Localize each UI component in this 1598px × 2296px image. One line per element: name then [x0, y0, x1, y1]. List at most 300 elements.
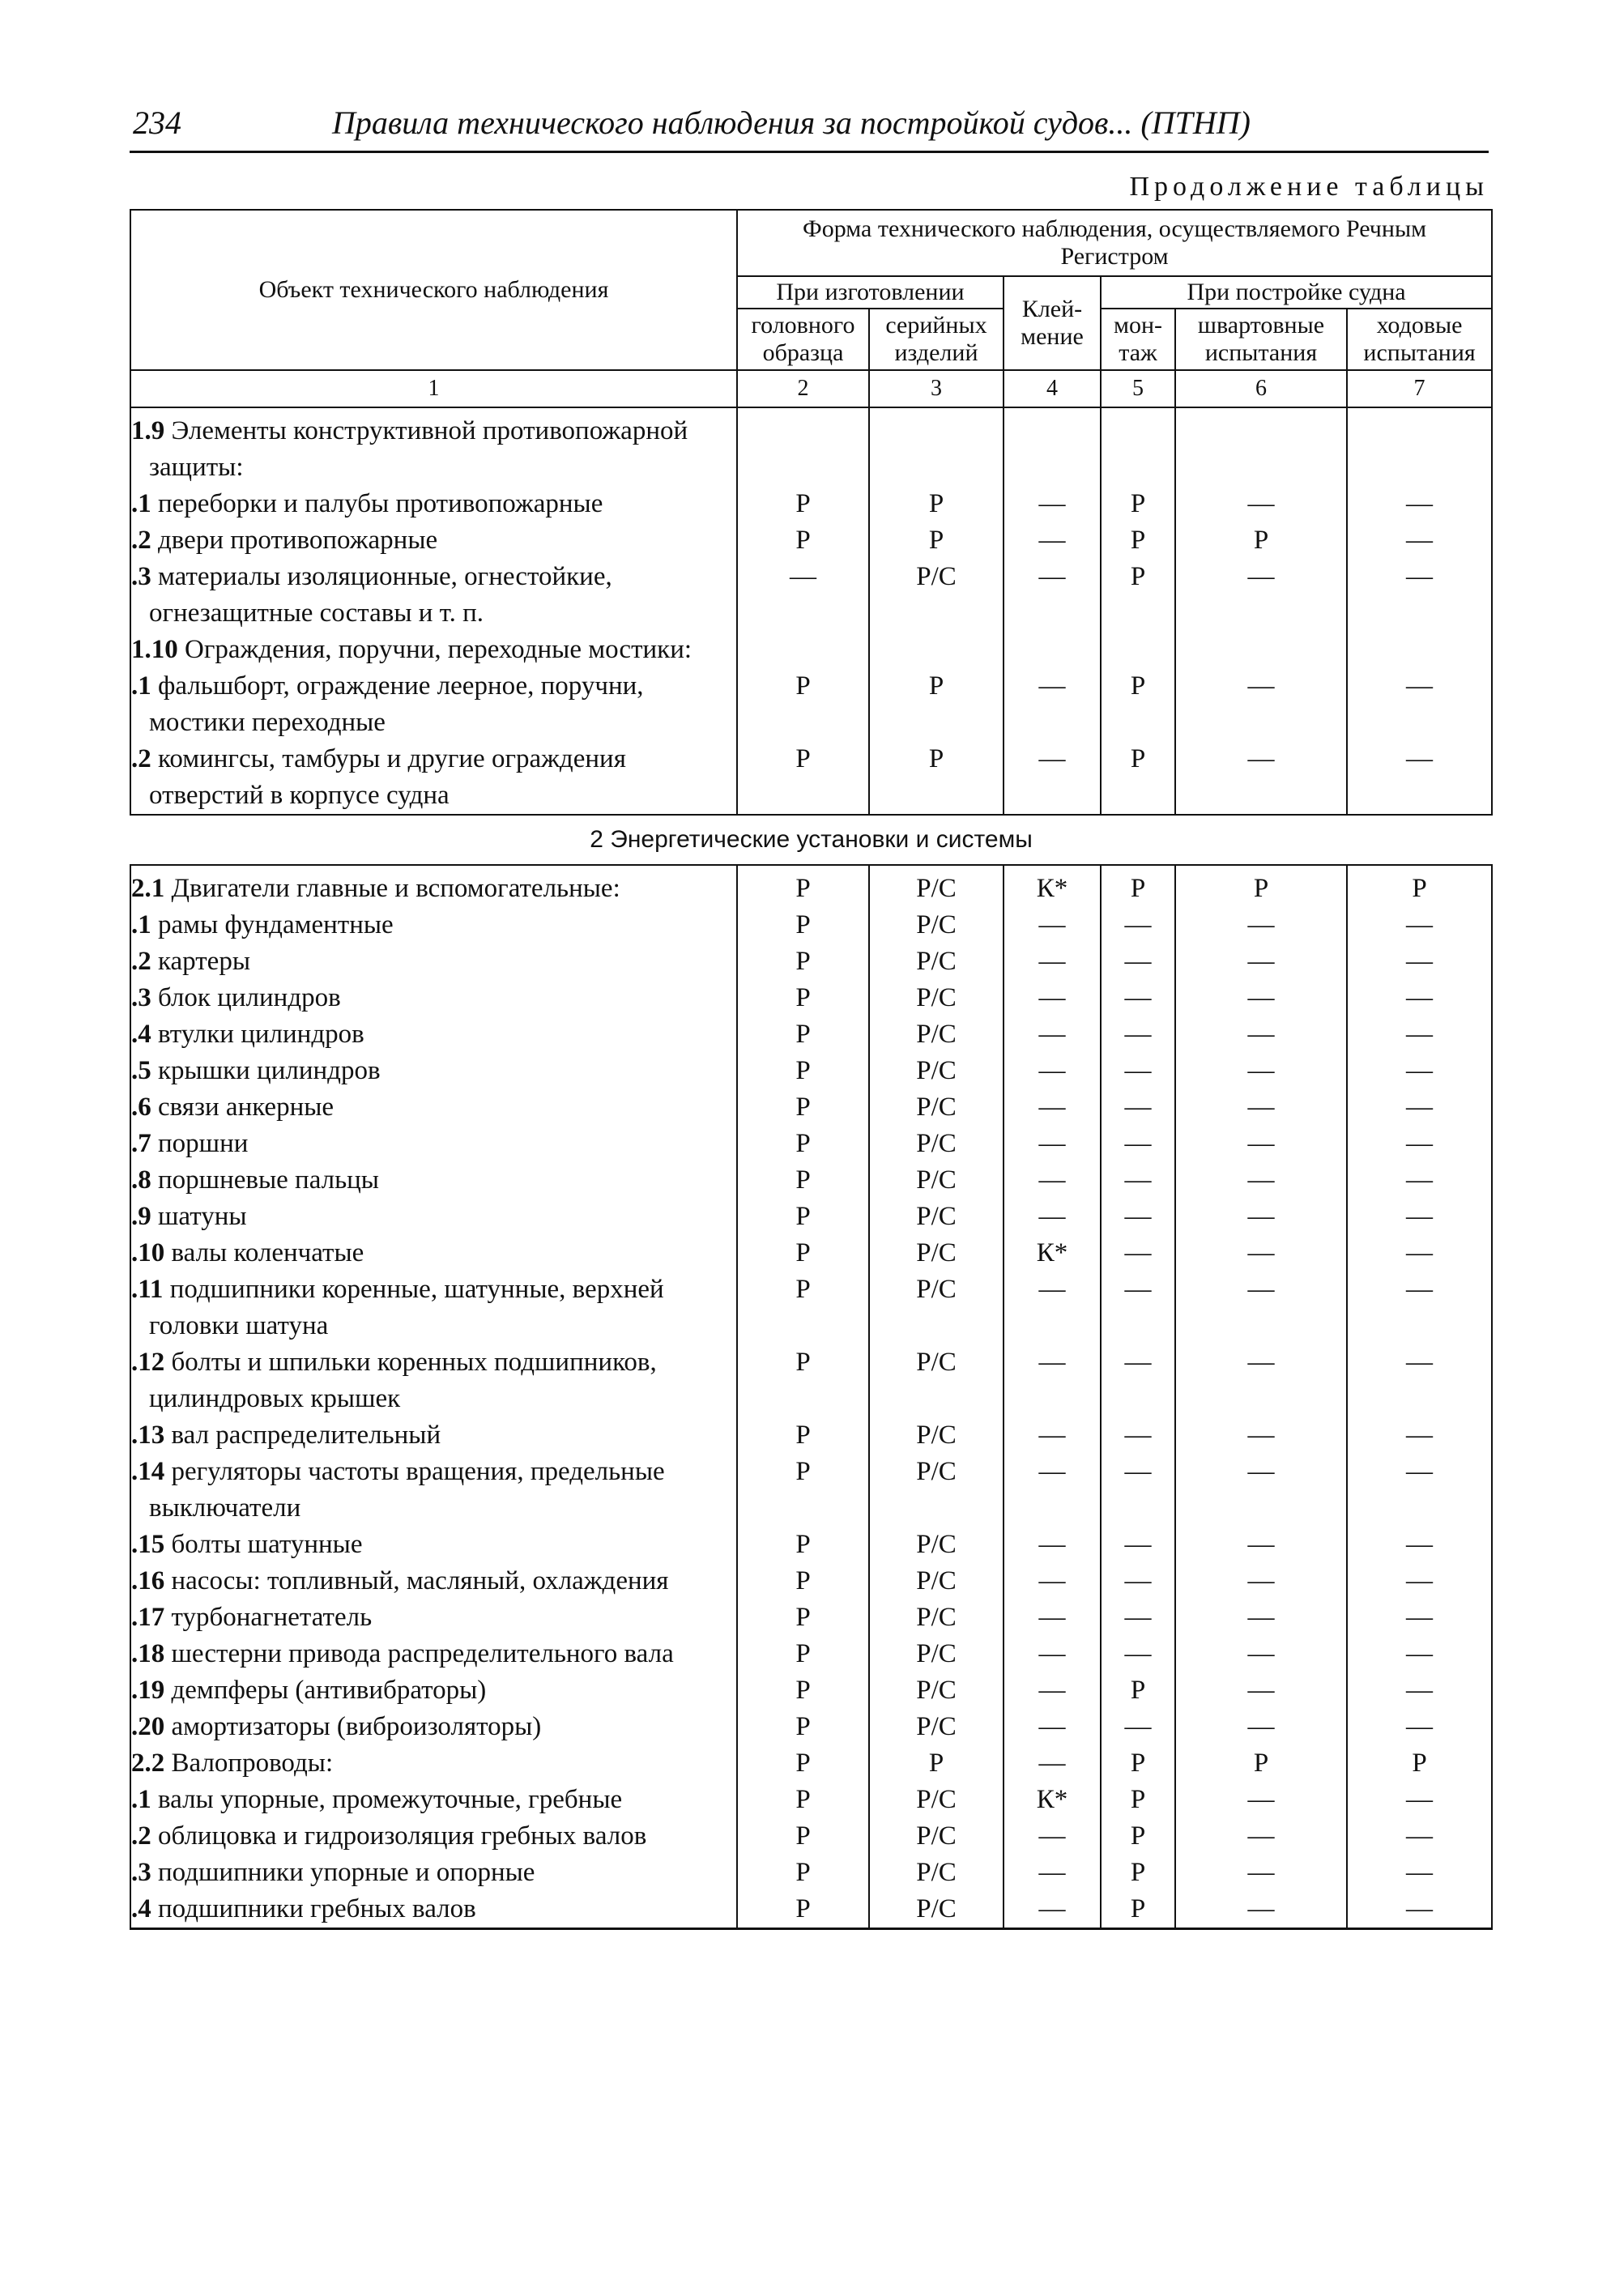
form-value-cell: Р/С: [869, 1454, 1004, 1527]
form-value-cell: —: [1004, 1417, 1101, 1454]
table-row: [130, 1782, 1492, 1818]
form-value-cell: Р: [1101, 1672, 1175, 1709]
object-cell: [130, 632, 737, 668]
header-mooring: швартовные испытания: [1175, 309, 1347, 370]
form-value-cell: —: [1004, 1636, 1101, 1672]
item-text: регуляторы частоты вращения, предельные выключатели: [149, 1457, 665, 1523]
object-cell: [130, 1527, 737, 1563]
item-text: фальшборт, ограждение леерное, поручни, мостики переходные: [149, 671, 644, 737]
form-value-cell: Р: [737, 1272, 869, 1344]
item-number: .15: [131, 1530, 165, 1559]
form-value-cell: Р/С: [869, 1089, 1004, 1126]
item-text: подшипники упорные и опорные: [151, 1858, 535, 1887]
form-value-cell: —: [1175, 1818, 1347, 1855]
form-value-cell: —: [1347, 1818, 1492, 1855]
form-value-cell: Р: [737, 1855, 869, 1891]
form-value-cell: Р/С: [869, 944, 1004, 980]
form-value-cell: Р/С: [869, 1162, 1004, 1199]
form-value-cell: Р/С: [869, 1818, 1004, 1855]
item-number: .13: [131, 1421, 165, 1450]
form-value-cell: Р/С: [869, 1199, 1004, 1235]
section-title: 2 Энергетические установки и системы: [130, 815, 1492, 865]
form-value-cell: [1175, 632, 1347, 668]
form-value-cell: —: [1175, 1709, 1347, 1745]
item-number: .1: [131, 910, 151, 939]
item-number: .10: [131, 1238, 165, 1267]
form-value-cell: Р/С: [869, 1563, 1004, 1600]
object-cell: [130, 741, 737, 815]
form-value-cell: —: [1101, 1235, 1175, 1272]
table-row: [130, 1126, 1492, 1162]
object-cell: [130, 1709, 737, 1745]
form-value-cell: —: [1175, 1417, 1347, 1454]
table-row: [130, 522, 1492, 559]
table-row: [130, 944, 1492, 980]
form-value-cell: [869, 632, 1004, 668]
form-value-cell: —: [1347, 741, 1492, 815]
item-text: двери противопожарные: [151, 526, 438, 555]
item-number: .5: [131, 1056, 151, 1085]
form-value-cell: —: [737, 559, 869, 632]
form-value-cell: —: [1175, 1235, 1347, 1272]
item-text: шестерни привода распределительного вала: [164, 1639, 674, 1668]
form-value-cell: —: [1175, 944, 1347, 980]
form-value-cell: [1347, 632, 1492, 668]
form-value-cell: —: [1004, 1272, 1101, 1344]
form-value-cell: —: [1347, 1089, 1492, 1126]
form-value-cell: Р: [1101, 1891, 1175, 1929]
form-value-cell: —: [1004, 944, 1101, 980]
item-number: .14: [131, 1457, 165, 1486]
form-value-cell: —: [1347, 1053, 1492, 1089]
item-text: связи анкерные: [151, 1093, 335, 1122]
column-number: 4: [1004, 370, 1101, 407]
form-value-cell: Р/С: [869, 1126, 1004, 1162]
form-value-cell: [1347, 407, 1492, 486]
object-cell: [130, 980, 737, 1016]
form-value-cell: —: [1347, 486, 1492, 522]
form-value-cell: —: [1004, 1053, 1101, 1089]
item-text: крышки цилиндров: [151, 1056, 381, 1085]
object-cell: [130, 486, 737, 522]
form-value-cell: Р: [737, 1126, 869, 1162]
table-row: [130, 1709, 1492, 1745]
form-value-cell: —: [1347, 1454, 1492, 1527]
form-value-cell: Р: [1101, 741, 1175, 815]
object-cell: [130, 944, 737, 980]
table-row: [130, 741, 1492, 815]
form-value-cell: Р: [1175, 522, 1347, 559]
item-text: Двигатели главные и вспомогательные:: [164, 874, 620, 903]
form-value-cell: —: [1004, 1199, 1101, 1235]
form-value-cell: —: [1004, 1527, 1101, 1563]
table-row: [130, 1636, 1492, 1672]
form-value-cell: Р: [869, 522, 1004, 559]
form-value-cell: —: [1347, 1417, 1492, 1454]
form-value-cell: —: [1175, 1527, 1347, 1563]
object-cell: [130, 668, 737, 741]
form-value-cell: Р/С: [869, 865, 1004, 907]
object-cell: [130, 1855, 737, 1891]
form-value-cell: Р: [1101, 486, 1175, 522]
item-number: .3: [131, 562, 151, 591]
item-number: .1: [131, 489, 151, 518]
form-value-cell: —: [1004, 1855, 1101, 1891]
form-value-cell: —: [1004, 668, 1101, 741]
table-row: [130, 1417, 1492, 1454]
form-value-cell: —: [1101, 1709, 1175, 1745]
form-value-cell: Р/С: [869, 907, 1004, 944]
form-value-cell: —: [1175, 1672, 1347, 1709]
form-value-cell: —: [1175, 1891, 1347, 1929]
form-value-cell: —: [1004, 907, 1101, 944]
item-text: подшипники коренные, шатунные, верхней головки шатуна: [149, 1275, 664, 1340]
form-value-cell: К*: [1004, 1235, 1101, 1272]
form-value-cell: Р: [1175, 1745, 1347, 1782]
table-row: [130, 1600, 1492, 1636]
form-value-cell: —: [1347, 1016, 1492, 1053]
form-value-cell: —: [1347, 1672, 1492, 1709]
form-value-cell: Р: [869, 486, 1004, 522]
item-text: комингсы, тамбуры и другие ограждения отверстий в корпусе судна: [149, 744, 626, 810]
form-value-cell: Р: [737, 668, 869, 741]
item-text: валы упорные, промежуточные, гребные: [151, 1785, 623, 1814]
column-number: 1: [130, 370, 737, 407]
table-row: [130, 668, 1492, 741]
form-value-cell: Р: [737, 1672, 869, 1709]
form-value-cell: —: [1175, 741, 1347, 815]
object-cell: [130, 559, 737, 632]
form-value-cell: Р/С: [869, 1235, 1004, 1272]
object-cell: [130, 1199, 737, 1235]
item-number: .4: [131, 1020, 151, 1049]
form-value-cell: —: [1101, 1199, 1175, 1235]
header-manufacture: При изготовлении: [737, 276, 1004, 309]
item-text: облицовка и гидроизоляция гребных валов: [151, 1821, 647, 1851]
form-value-cell: —: [1101, 1053, 1175, 1089]
form-value-cell: —: [1004, 1016, 1101, 1053]
form-value-cell: Р/С: [869, 1417, 1004, 1454]
table-row: [130, 865, 1492, 907]
form-value-cell: —: [1175, 1636, 1347, 1672]
form-value-cell: —: [1347, 1855, 1492, 1891]
object-cell: [130, 865, 737, 907]
item-number: .16: [131, 1566, 165, 1595]
form-value-cell: Р: [737, 1709, 869, 1745]
object-cell: [130, 522, 737, 559]
form-value-cell: Р: [1347, 1745, 1492, 1782]
form-value-cell: Р: [737, 1089, 869, 1126]
form-value-cell: Р: [737, 1745, 869, 1782]
table-row: [130, 1272, 1492, 1344]
item-number: .1: [131, 671, 151, 701]
item-text: Ограждения, поручни, переходные мостики:: [177, 635, 692, 664]
item-number: .19: [131, 1676, 165, 1705]
form-value-cell: —: [1175, 1089, 1347, 1126]
form-value-cell: Р: [737, 907, 869, 944]
form-value-cell: —: [1347, 1600, 1492, 1636]
form-value-cell: Р: [1101, 1855, 1175, 1891]
form-value-cell: [1004, 632, 1101, 668]
header-branding: Клей-мение: [1004, 276, 1101, 370]
form-value-cell: —: [1101, 1454, 1175, 1527]
section-2-heading: [130, 815, 1492, 865]
item-number: .17: [131, 1603, 165, 1632]
form-value-cell: Р: [869, 1745, 1004, 1782]
form-value-cell: —: [1347, 1126, 1492, 1162]
form-value-cell: —: [1347, 1235, 1492, 1272]
form-value-cell: Р: [1101, 1745, 1175, 1782]
object-cell: [130, 1818, 737, 1855]
form-value-cell: —: [1101, 944, 1175, 980]
item-number: .2: [131, 947, 151, 976]
form-value-cell: —: [1004, 1891, 1101, 1929]
form-value-cell: —: [1347, 1527, 1492, 1563]
object-cell: [130, 1891, 737, 1929]
item-number: .11: [131, 1275, 164, 1304]
form-value-cell: Р: [737, 1454, 869, 1527]
form-value-cell: Р/С: [869, 1855, 1004, 1891]
form-value-cell: —: [1175, 1782, 1347, 1818]
form-value-cell: Р/С: [869, 1053, 1004, 1089]
form-value-cell: Р: [1347, 865, 1492, 907]
form-value-cell: —: [1347, 522, 1492, 559]
object-cell: [130, 907, 737, 944]
item-text: блок цилиндров: [151, 983, 341, 1012]
form-value-cell: —: [1175, 1016, 1347, 1053]
object-cell: [130, 1600, 737, 1636]
form-value-cell: —: [1175, 1563, 1347, 1600]
form-value-cell: —: [1175, 1344, 1347, 1417]
form-value-cell: Р: [737, 1782, 869, 1818]
form-value-cell: Р: [1101, 522, 1175, 559]
form-value-cell: Р: [737, 1818, 869, 1855]
table-row: [130, 1016, 1492, 1053]
form-value-cell: Р: [737, 1162, 869, 1199]
item-text: вал распределительный: [164, 1421, 441, 1450]
form-value-cell: [737, 407, 869, 486]
form-value-cell: —: [1004, 1162, 1101, 1199]
form-value-cell: Р: [737, 1417, 869, 1454]
column-number: 6: [1175, 370, 1347, 407]
object-cell: [130, 1126, 737, 1162]
form-value-cell: —: [1004, 1344, 1101, 1417]
form-value-cell: Р: [737, 980, 869, 1016]
form-value-cell: —: [1175, 486, 1347, 522]
form-value-cell: —: [1175, 907, 1347, 944]
item-number: 1.9: [131, 416, 165, 445]
form-value-cell: Р/С: [869, 1709, 1004, 1745]
item-text: рамы фундаментные: [151, 910, 394, 939]
header-form: Форма технического наблюдения, осуществляемого Речным Регистром: [737, 210, 1492, 276]
page-header: [130, 104, 1489, 153]
form-value-cell: —: [1004, 1089, 1101, 1126]
item-number: .2: [131, 1821, 151, 1851]
table-row: [130, 1344, 1492, 1417]
item-text: насосы: топливный, масляный, охлаждения: [164, 1566, 669, 1595]
form-value-cell: Р: [737, 1563, 869, 1600]
item-number: .3: [131, 1858, 151, 1887]
form-value-cell: —: [1101, 1636, 1175, 1672]
form-value-cell: —: [1004, 559, 1101, 632]
item-number: .4: [131, 1894, 151, 1923]
form-value-cell: —: [1101, 1417, 1175, 1454]
form-value-cell: Р: [737, 522, 869, 559]
form-value-cell: —: [1004, 1454, 1101, 1527]
form-value-cell: Р: [1175, 865, 1347, 907]
form-value-cell: —: [1347, 980, 1492, 1016]
table-row: [130, 1855, 1492, 1891]
form-value-cell: Р: [737, 1235, 869, 1272]
form-value-cell: —: [1101, 1162, 1175, 1199]
form-value-cell: —: [1004, 1709, 1101, 1745]
form-value-cell: Р: [737, 1344, 869, 1417]
item-number: .2: [131, 744, 151, 773]
item-number: .1: [131, 1785, 151, 1814]
form-value-cell: Р/С: [869, 1600, 1004, 1636]
form-value-cell: —: [1175, 1272, 1347, 1344]
item-number: 2.1: [131, 874, 165, 903]
form-value-cell: [869, 407, 1004, 486]
form-value-cell: —: [1175, 1454, 1347, 1527]
form-value-cell: —: [1004, 1126, 1101, 1162]
item-text: Валопроводы:: [164, 1749, 334, 1778]
form-value-cell: —: [1004, 486, 1101, 522]
form-value-cell: —: [1347, 1891, 1492, 1929]
observation-table: [130, 209, 1493, 1930]
item-text: турбонагнетатель: [164, 1603, 373, 1632]
form-value-cell: Р: [737, 1600, 869, 1636]
form-value-cell: Р: [737, 486, 869, 522]
table-row: [130, 1089, 1492, 1126]
form-value-cell: —: [1004, 1672, 1101, 1709]
item-number: .20: [131, 1712, 165, 1741]
item-text: поршневые пальцы: [151, 1165, 379, 1195]
form-value-cell: К*: [1004, 865, 1101, 907]
form-value-cell: Р: [737, 944, 869, 980]
object-cell: [130, 1454, 737, 1527]
item-text: Элементы конструктивной противопожарной защиты:: [149, 416, 688, 482]
table-row: [130, 907, 1492, 944]
form-value-cell: —: [1175, 1600, 1347, 1636]
form-value-cell: Р/С: [869, 1016, 1004, 1053]
form-value-cell: Р: [737, 865, 869, 907]
table-row: [130, 632, 1492, 668]
table-row: [130, 1235, 1492, 1272]
object-cell: [130, 1053, 737, 1089]
form-value-cell: —: [1347, 944, 1492, 980]
form-value-cell: —: [1347, 1162, 1492, 1199]
form-value-cell: —: [1004, 1745, 1101, 1782]
form-value-cell: —: [1347, 1709, 1492, 1745]
table-row: [130, 407, 1492, 486]
object-cell: [130, 1782, 737, 1818]
form-value-cell: —: [1347, 1563, 1492, 1600]
object-cell: [130, 1745, 737, 1782]
item-text: втулки цилиндров: [151, 1020, 364, 1049]
form-value-cell: —: [1175, 1053, 1347, 1089]
form-value-cell: Р: [1101, 668, 1175, 741]
form-value-cell: Р/С: [869, 559, 1004, 632]
item-number: .7: [131, 1129, 151, 1158]
form-value-cell: —: [1101, 980, 1175, 1016]
form-value-cell: —: [1101, 1272, 1175, 1344]
item-text: болты и шпильки коренных подшипников, цилиндровых крышек: [149, 1348, 657, 1413]
item-text: демпферы (антивибраторы): [164, 1676, 487, 1705]
form-value-cell: Р: [737, 1527, 869, 1563]
item-text: подшипники гребных валов: [151, 1894, 476, 1923]
item-number: .9: [131, 1202, 151, 1231]
form-value-cell: Р/С: [869, 980, 1004, 1016]
form-value-cell: Р: [1101, 865, 1175, 907]
header-sea: ходовые испытания: [1347, 309, 1492, 370]
section-1-body: [130, 407, 1492, 815]
form-value-cell: —: [1101, 1344, 1175, 1417]
object-cell: [130, 1089, 737, 1126]
form-value-cell: —: [1004, 1563, 1101, 1600]
object-cell: [130, 1235, 737, 1272]
column-number: 2: [737, 370, 869, 407]
form-value-cell: —: [1347, 1272, 1492, 1344]
form-value-cell: —: [1101, 1527, 1175, 1563]
form-value-cell: —: [1101, 1563, 1175, 1600]
form-value-cell: —: [1175, 1855, 1347, 1891]
form-value-cell: —: [1004, 1818, 1101, 1855]
form-value-cell: К*: [1004, 1782, 1101, 1818]
form-value-cell: —: [1347, 668, 1492, 741]
table-row: [130, 1891, 1492, 1929]
running-title: Правила технического наблюдения за постройкой судов... (ПТНП): [332, 104, 1251, 141]
form-value-cell: —: [1004, 522, 1101, 559]
form-value-cell: Р/С: [869, 1636, 1004, 1672]
form-value-cell: [1175, 407, 1347, 486]
object-cell: [130, 1344, 737, 1417]
table-row: [130, 1454, 1492, 1527]
table-row: [130, 980, 1492, 1016]
column-number-row: [130, 370, 1492, 407]
form-value-cell: —: [1175, 1126, 1347, 1162]
form-value-cell: —: [1347, 1199, 1492, 1235]
table-header: [130, 210, 1492, 407]
form-value-cell: [1101, 407, 1175, 486]
table-row: [130, 1199, 1492, 1235]
item-text: валы коленчатые: [164, 1238, 364, 1267]
form-value-cell: —: [1347, 1344, 1492, 1417]
header-construction: При постройке судна: [1101, 276, 1492, 309]
page-number: 234: [133, 104, 181, 141]
table-row: [130, 1818, 1492, 1855]
item-number: 2.2: [131, 1749, 165, 1778]
form-value-cell: —: [1101, 1016, 1175, 1053]
form-value-cell: Р/С: [869, 1344, 1004, 1417]
item-number: .18: [131, 1639, 165, 1668]
table-row: [130, 1745, 1492, 1782]
table-row: [130, 1672, 1492, 1709]
form-value-cell: —: [1101, 1089, 1175, 1126]
form-value-cell: —: [1004, 1600, 1101, 1636]
form-value-cell: Р/С: [869, 1527, 1004, 1563]
section-2-body: [130, 865, 1492, 1929]
item-number: .2: [131, 526, 151, 555]
form-value-cell: —: [1175, 668, 1347, 741]
form-value-cell: —: [1347, 907, 1492, 944]
table-row: [130, 1053, 1492, 1089]
object-cell: [130, 1272, 737, 1344]
item-number: .3: [131, 983, 151, 1012]
form-value-cell: Р: [737, 1016, 869, 1053]
form-value-cell: —: [1347, 1636, 1492, 1672]
object-cell: [130, 1636, 737, 1672]
